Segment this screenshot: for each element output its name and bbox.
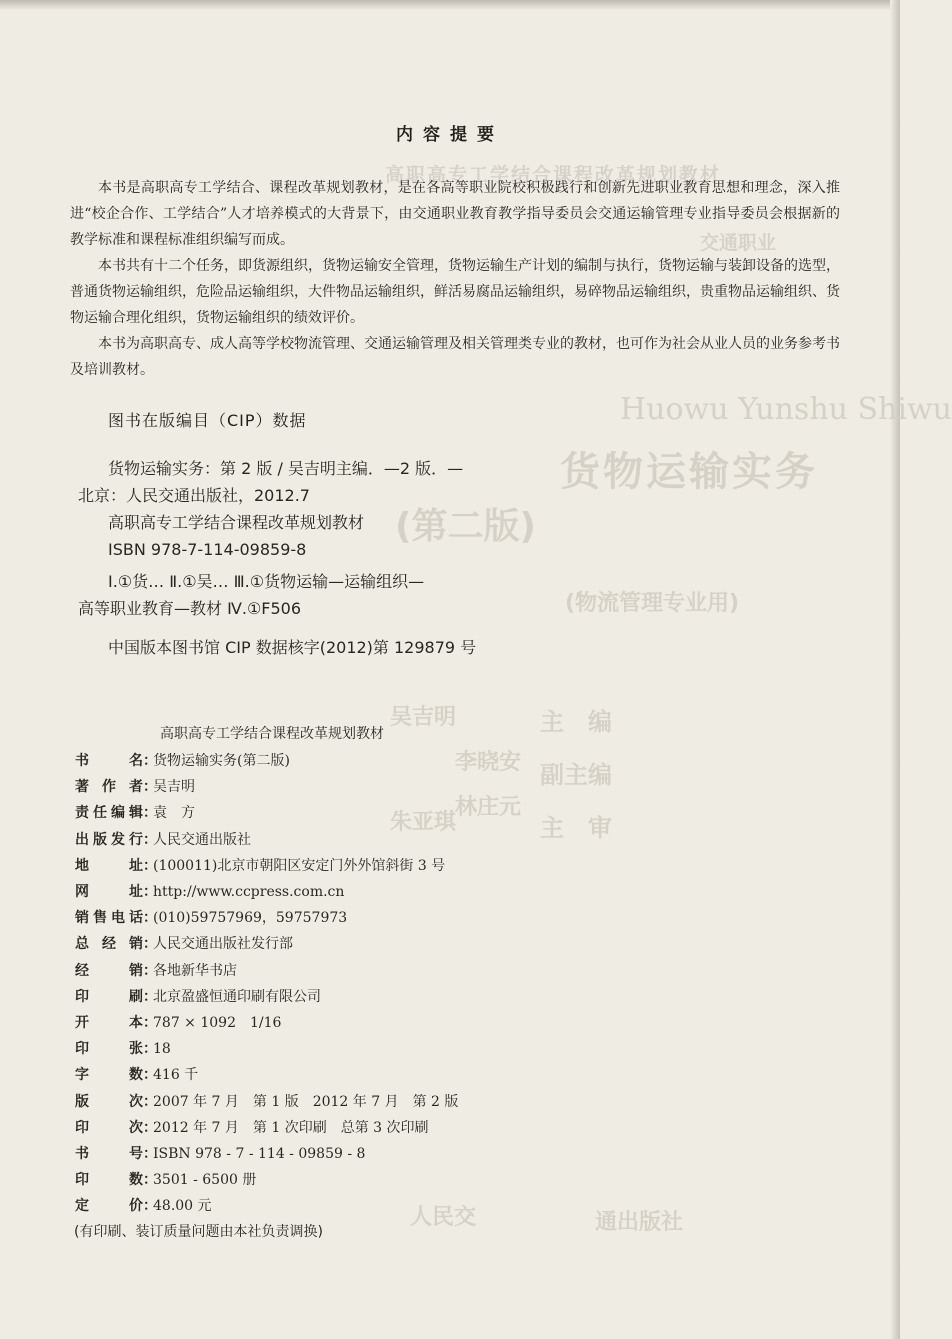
record-colon: ：	[143, 910, 157, 927]
record-label: 书 号	[75, 1146, 143, 1163]
record-label: 定 价	[75, 1198, 143, 1215]
cip-line: Ⅰ.①货… Ⅱ.①吴… Ⅲ.①货物运输—运输组织—	[108, 572, 425, 591]
record-colon: ：	[143, 1119, 157, 1136]
record-row	[75, 1141, 458, 1167]
record-colon: ：	[143, 962, 157, 979]
record-row	[75, 1193, 458, 1219]
record-row	[75, 905, 458, 931]
record-label: 著 作 者	[75, 779, 143, 796]
cip-line: 北京：人民交通出版社，2012.7	[78, 486, 310, 505]
record-row	[75, 774, 458, 800]
summary-paragraph: 本书为高职高专、成人高等学校物流管理、交通运输管理及相关管理类专业的教材，也可作为社会从业人员的业务参考书及培训教材。	[70, 336, 840, 378]
record-value: 各地新华书店	[153, 962, 237, 979]
record-row	[75, 800, 458, 826]
cip-line: 中国版本图书馆 CIP 数据核字(2012)第 129879 号	[108, 638, 477, 657]
record-colon: ：	[143, 988, 157, 1005]
record-row	[75, 1010, 458, 1036]
show-through-editor-role: 主 编	[540, 708, 612, 736]
record-value: 48.00 元	[153, 1198, 212, 1215]
show-through-pinyin-title: Huowu Yunshu Shiwu	[620, 392, 952, 427]
record-value: 787 × 1092 1/16	[153, 1015, 282, 1032]
record-value: http://www.ccpress.com.cn	[153, 884, 345, 901]
record-label: 出 版 发 行	[75, 831, 143, 848]
record-label: 印 张	[75, 1041, 143, 1058]
record-colon: ：	[143, 779, 157, 796]
record-value: 货物运输实务(第二版)	[153, 753, 290, 769]
record-label: 总 经 销	[75, 936, 143, 953]
record-label: 责 任 编 辑	[75, 805, 143, 822]
show-through-usage: (物流管理专业用)	[565, 591, 740, 616]
record-label: 地 址	[75, 857, 143, 874]
show-through-editor-name: 吴吉明	[390, 705, 457, 730]
quality-footnote: (有印刷、装订质量问题由本社负责调换)	[74, 1224, 323, 1240]
record-row	[75, 879, 458, 905]
record-label: 经 销	[75, 962, 143, 979]
record-label: 书 名	[75, 753, 143, 769]
summary-heading: 内容提要	[396, 125, 504, 145]
cip-heading: 图书在版编目（CIP）数据	[108, 411, 307, 430]
record-label: 网 址	[75, 884, 143, 901]
record-colon: ：	[143, 1067, 157, 1084]
record-value: (010)59757969，59757973	[153, 910, 348, 927]
summary-paragraph: 本书共有十二个任务，即货源组织，货物运输安全管理，货物运输生产计划的编制与执行，货物运输与装卸设备的选型，普通货物运输组织，危险品运输组织，大件物品运输组织，鲜活易腐品运输组织，易碎物品运输组织，贵重物品运输组织、货物运输合理化组织，货物运输组织的绩效评价。	[70, 258, 840, 326]
record-value: 2012 年 7 月 第 1 次印刷 总第 3 次印刷	[153, 1119, 429, 1136]
cip-entry	[78, 455, 463, 563]
record-row	[75, 1115, 458, 1141]
page-edge-top	[0, 0, 900, 10]
show-through-cover-title: 货物运输实务	[560, 449, 818, 495]
record-colon: ：	[143, 936, 157, 953]
show-through-vice-editor-2: 林庄元	[455, 795, 522, 820]
cip-line: ISBN 978-7-114-09859-8	[108, 540, 307, 559]
show-through-vice-editor-1: 李晓安	[455, 750, 522, 775]
record-colon: ：	[143, 1172, 157, 1189]
show-through-reviewer-name: 朱亚琪	[390, 810, 457, 835]
record-colon: ：	[143, 753, 157, 769]
record-row	[75, 1089, 458, 1115]
record-value: 3501 - 6500 册	[153, 1172, 257, 1189]
record-value: ISBN 978 - 7 - 114 - 09859 - 8	[153, 1146, 366, 1163]
record-row	[75, 1036, 458, 1062]
record-label: 版 次	[75, 1093, 143, 1110]
show-through-vice-editor-role: 副主编	[540, 761, 612, 789]
record-label: 印 数	[75, 1172, 143, 1189]
record-row	[75, 853, 458, 879]
show-through-press-1: 人民交	[410, 1205, 477, 1230]
record-colon: ：	[143, 857, 157, 874]
publication-record	[75, 748, 458, 1220]
record-row	[75, 931, 458, 957]
record-value: 人民交通出版社发行部	[153, 936, 293, 953]
record-row	[75, 1062, 458, 1088]
record-label: 字 数	[75, 1067, 143, 1084]
record-colon: ：	[143, 1015, 157, 1032]
record-colon: ：	[143, 1041, 157, 1058]
cip-record-number	[78, 634, 476, 661]
series-title: 高职高专工学结合课程改革规划教材	[160, 726, 384, 742]
record-value: 18	[153, 1041, 171, 1058]
record-row	[75, 958, 458, 984]
show-through-committee: 交通职业	[700, 232, 777, 254]
record-colon: ：	[143, 1198, 157, 1215]
show-through-edition: (第二版)	[395, 506, 536, 547]
record-row	[75, 1167, 458, 1193]
page-edge-right	[890, 0, 900, 1339]
cip-classification	[78, 568, 424, 622]
record-colon: ：	[143, 805, 157, 822]
record-value: 416 千	[153, 1067, 199, 1084]
record-colon: ：	[143, 831, 157, 848]
record-value: (100011)北京市朝阳区安定门外外馆斜街 3 号	[153, 857, 446, 874]
record-colon: ：	[143, 1146, 157, 1163]
record-row	[75, 984, 458, 1010]
record-label: 开 本	[75, 1015, 143, 1032]
record-label: 印 次	[75, 1119, 143, 1136]
record-value: 袁 方	[153, 805, 195, 822]
record-value: 2007 年 7 月 第 1 版 2012 年 7 月 第 2 版	[153, 1093, 459, 1110]
record-colon: ：	[143, 884, 157, 901]
record-colon: ：	[143, 1093, 157, 1110]
cip-line: 货物运输实务：第 2 版 / 吴吉明主编．—2 版．—	[108, 459, 464, 478]
show-through-reviewer-role: 主 审	[540, 814, 612, 842]
show-through-series: 高职高专工学结合课程改革规划教材	[385, 164, 722, 186]
record-label: 印 刷	[75, 988, 143, 1005]
record-value: 人民交通出版社	[153, 831, 251, 848]
record-value: 吴吉明	[153, 779, 195, 796]
cip-line: 高职高专工学结合课程改革规划教材	[108, 513, 365, 532]
cip-line: 高等职业教育—教材 Ⅳ.①F506	[78, 599, 302, 618]
record-value: 北京盈盛恒通印刷有限公司	[153, 988, 321, 1005]
show-through-press-2: 通出版社	[595, 1210, 684, 1235]
record-row	[75, 748, 458, 774]
record-row	[75, 827, 458, 853]
summary-paragraph: 本书是高职高专工学结合、课程改革规划教材，是在各高等职业院校积极践行和创新先进职业教育思想和理念，深入推进“校企合作、工学结合”人才培养模式的大背景下，由交通职业教育教学指导委员会交通运输管理专业指导委员会根据新的教学标准和课程标准组织编写而成。	[70, 180, 840, 248]
record-label: 销 售 电 话	[75, 910, 143, 927]
summary-body	[70, 175, 840, 383]
